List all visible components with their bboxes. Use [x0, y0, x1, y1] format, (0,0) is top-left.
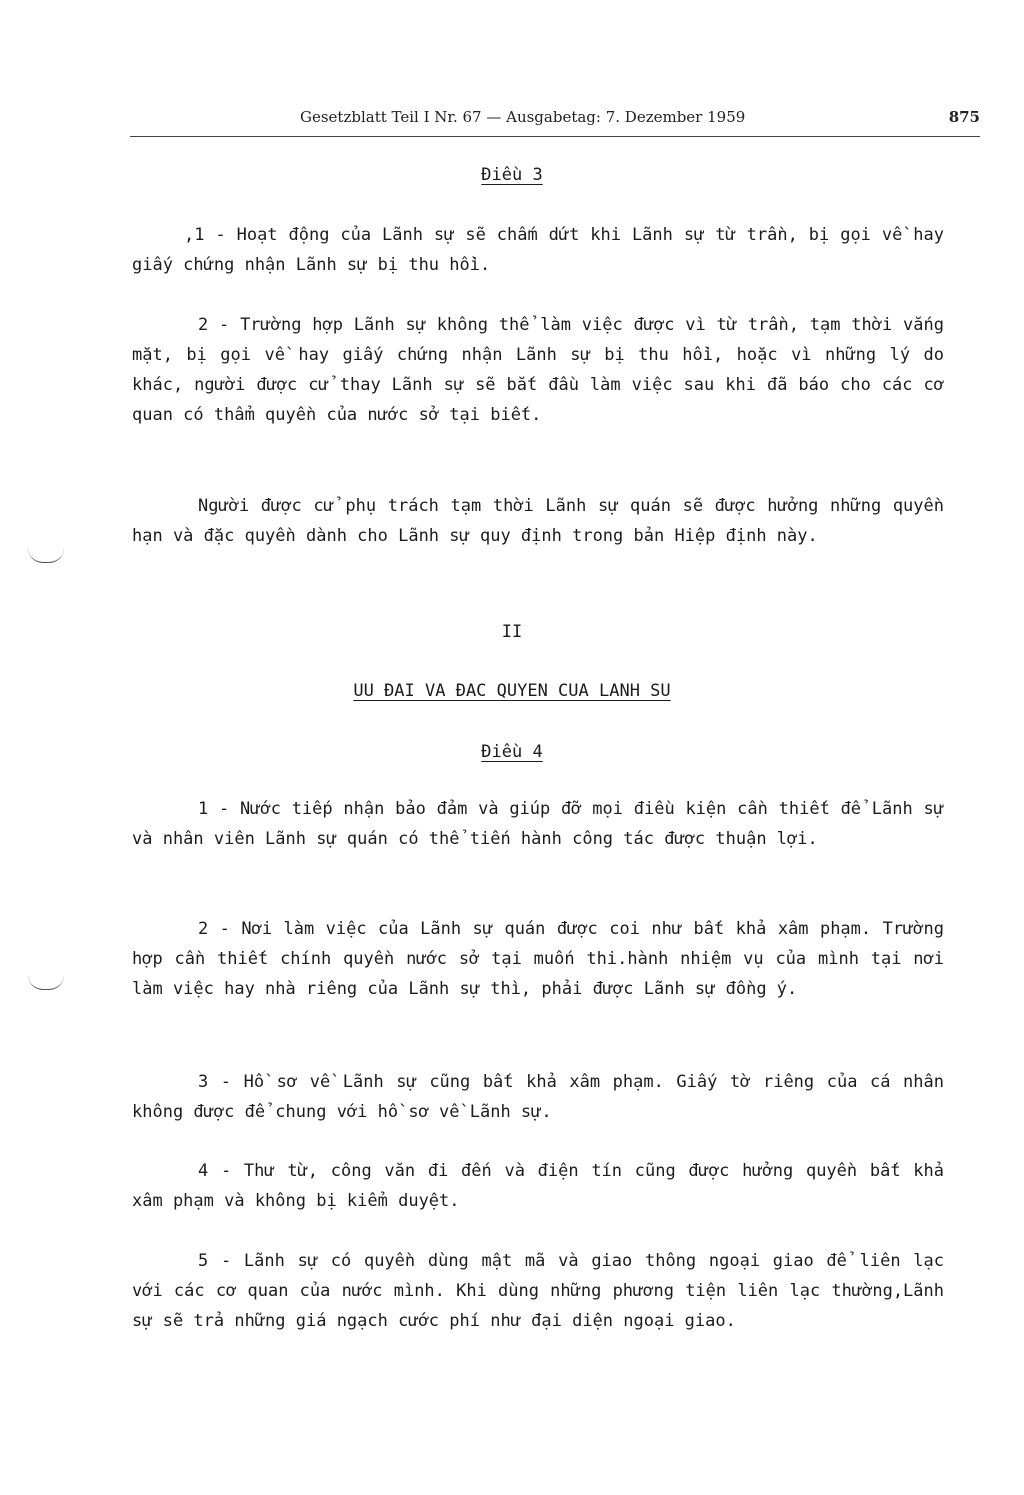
- article-3-paragraph-1: ,1 - Hoạt động của Lãnh sự sẽ chấm dứt khi Lãnh sự từ trần, bị gọi về hay giấy chứng nhận Lãnh sự bị thu hồi.: [132, 225, 944, 275]
- page-number: 875: [948, 108, 980, 126]
- header-rule: [130, 136, 980, 137]
- section-title: UU ĐAI VA ĐAC QUYEN CUA LANH SU: [353, 681, 671, 701]
- section-numeral: II: [501, 622, 523, 642]
- article-4-paragraph-2: 2 - Nơi làm việc của Lãnh sự quán được coi như bất khả xâm phạm. Trường hợp cần thiết chính quyền nước sở tại muốn thi.hành nhiệm vụ của mình tại nơi làm việc hay nhà riêng của Lãnh sự thì, phải được Lãnh sự đồng ý.: [132, 919, 944, 999]
- article-4-paragraph-3: 3 - Hồ sơ về Lãnh sự cũng bất khả xâm phạm. Giấy tờ riêng của cá nhân không được để chung với hồ sơ về Lãnh sự.: [132, 1072, 944, 1122]
- running-title: Gesetzblatt Teil I Nr. 67 — Ausgabetag: 7. Dezember 1959: [300, 108, 746, 126]
- article-4-title: Điều 4: [481, 742, 543, 762]
- article-3-paragraph-2: 2 - Trường hợp Lãnh sự không thể làm việc được vì từ trần, tạm thời vắng mặt, bị gọi về hay giấy chứng nhận Lãnh sự bị thu hồi, hoặc vì những lý do khác, người được cử thay Lãnh sự sẽ bắt đầu làm việc sau khi đã báo cho các cơ quan có thẩm quyền của nước sở tại biết.: [132, 315, 944, 425]
- article-3-paragraph-3: Người được cử phụ trách tạm thời Lãnh sự quán sẽ được hưởng những quyền hạn và đặc quyền dành cho Lãnh sự quy định trong bản Hiệp định này.: [132, 496, 944, 546]
- margin-mark: [28, 975, 64, 990]
- article-4-paragraph-1: 1 - Nước tiếp nhận bảo đảm và giúp đỡ mọi điều kiện cần thiết để Lãnh sự và nhân viên Lãnh sự quán có thể tiến hành công tác được thuận lợi.: [132, 799, 944, 849]
- article-4-paragraph-4: 4 - Thư từ, công văn đi đến và điện tín cũng được hưởng quyền bất khả xâm phạm và không bị kiểm duyệt.: [132, 1161, 944, 1211]
- article-3-title: Điều 3: [481, 165, 543, 185]
- article-4-paragraph-5: 5 - Lãnh sự có quyền dùng mật mã và giao thông ngoại giao để liên lạc với các cơ quan của nước mình. Khi dùng những phương tiện liên lạc thường,Lãnh sự sẽ trả những giá ngạch cước phí như đại diện ngoại giao.: [132, 1251, 944, 1331]
- margin-mark: [28, 548, 64, 563]
